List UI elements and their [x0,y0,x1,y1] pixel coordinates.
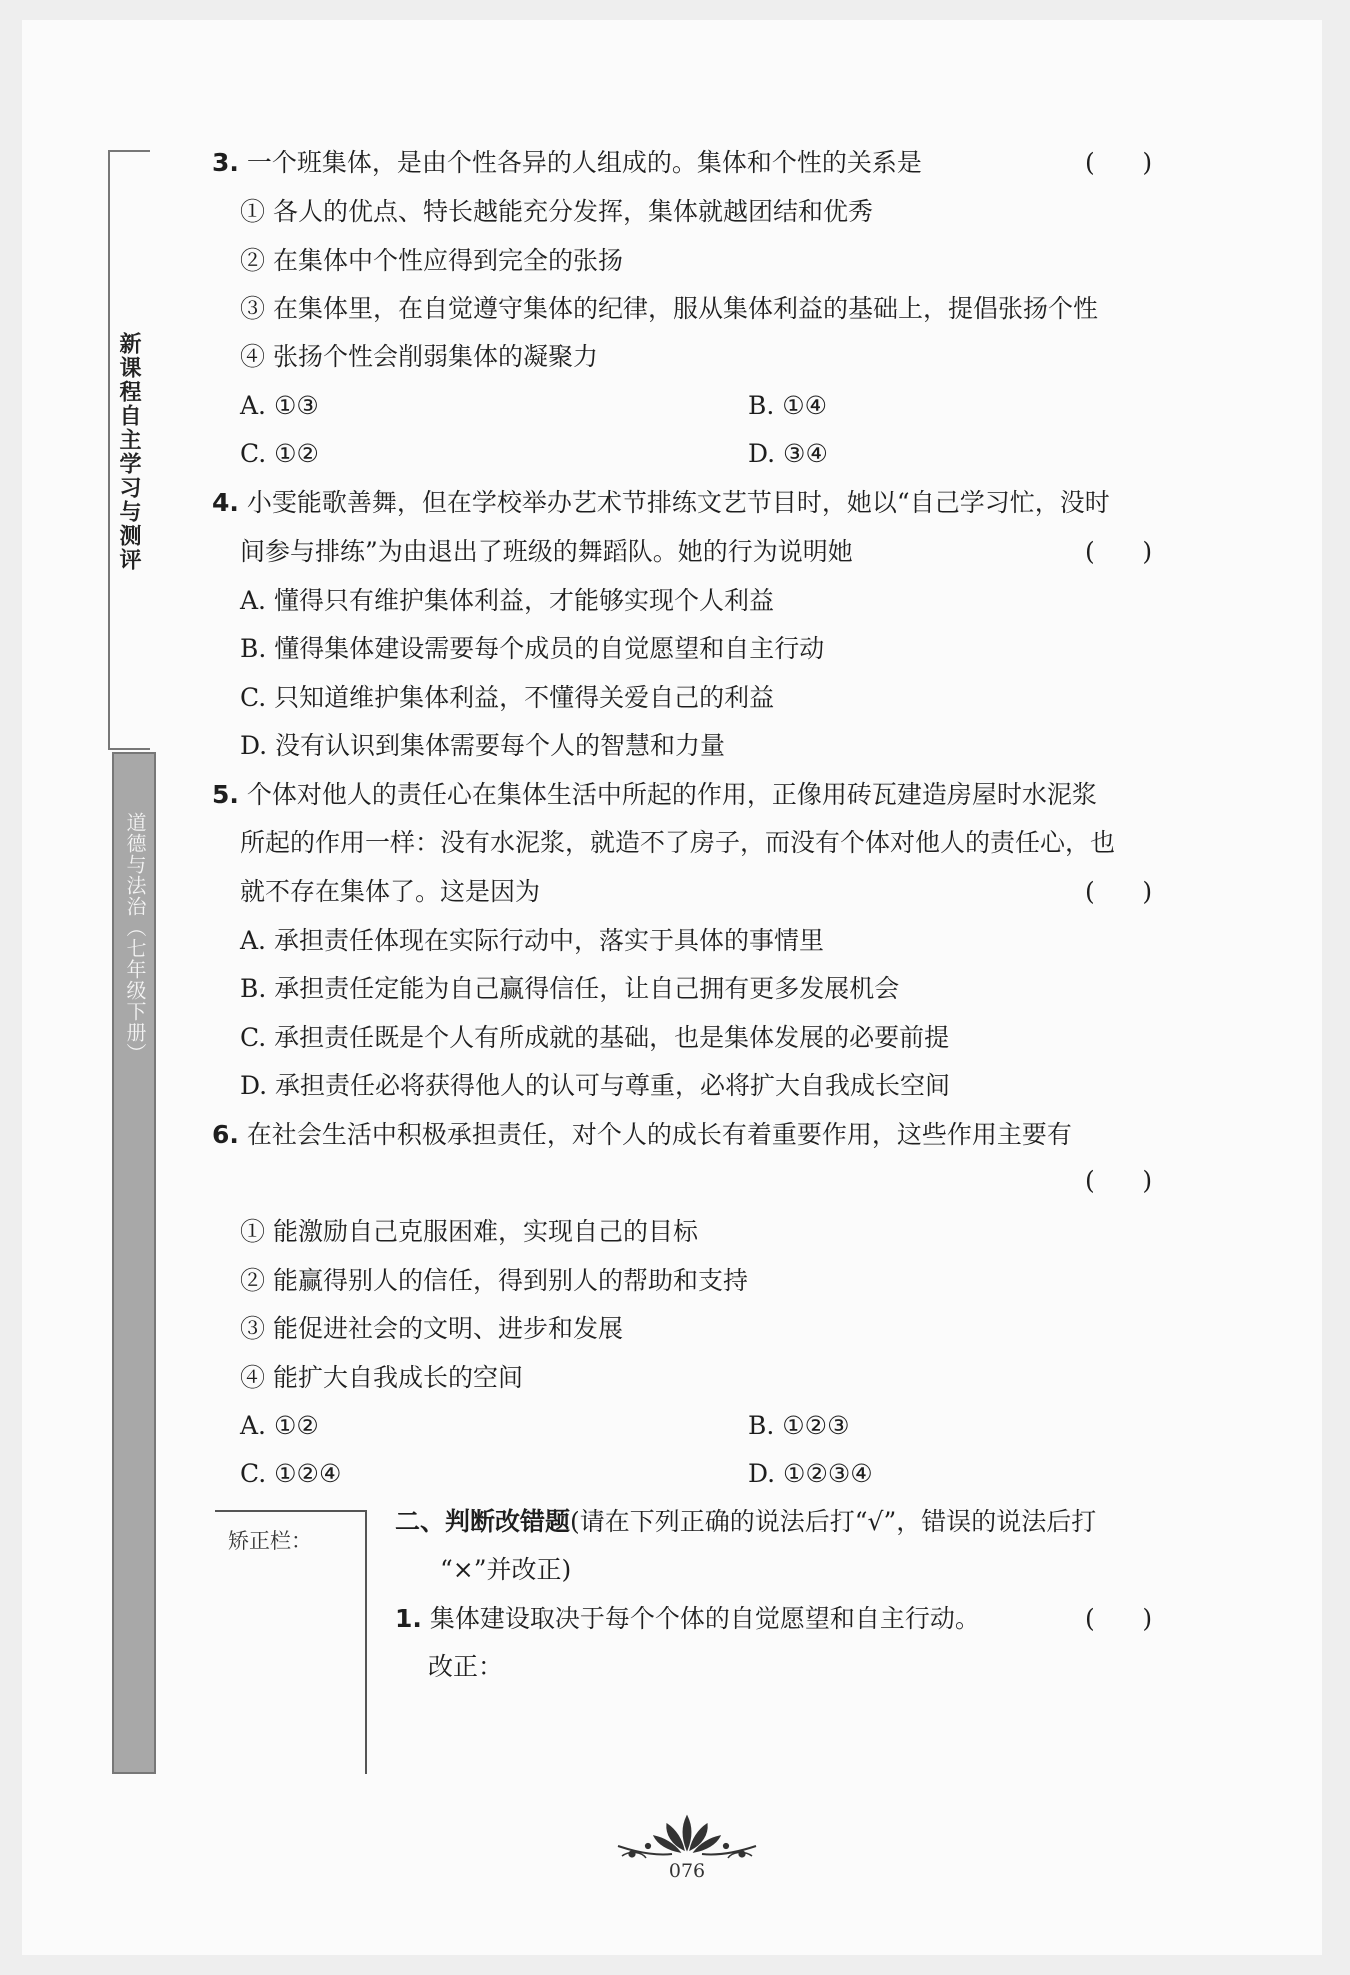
question-4-stem-cont: 间参与排练”为由退出了班级的舞蹈队。她的行为说明她 [240,537,853,566]
q6-item: ④ 能扩大自我成长的空间 [240,1363,523,1392]
q6-option-b[interactable]: B. ①②③ [748,1411,850,1440]
q3-option-c[interactable]: C. ①② [240,439,319,468]
correction-label: 矫正栏： [228,1529,312,1553]
q6-option-a[interactable]: A. ①② [240,1411,319,1440]
q5-option-d[interactable]: D. 承担责任必将获得他人的认可与尊重，必将扩大自我成长空间 [240,1071,951,1100]
question-5-stem-cont: 就不存在集体了。这是因为 [240,877,541,906]
side-tab-subject [112,752,156,1774]
question-3-number: 3. [212,148,239,177]
answer-blank-q4[interactable]: ( ) [1085,537,1153,566]
q4-option-d[interactable]: D. 没有认识到集体需要每个人的智慧和力量 [240,731,726,760]
leaf-ornament-icon [612,1810,762,1862]
q6-option-c[interactable]: C. ①②④ [240,1459,342,1488]
q3-option-a[interactable]: A. ①③ [240,391,319,420]
question-6-stem: 6. 在社会生活中积极承担责任，对个人的成长有着重要作用，这些作用主要有 [212,1120,1072,1149]
question-5-number: 5. [212,780,239,809]
q4-option-a[interactable]: A. 懂得只有维护集体利益，才能够实现个人利益 [240,586,774,615]
judge-question-1-number: 1. [395,1604,422,1633]
section-2-title: 二、判断改错题 [395,1507,571,1536]
series-title: 新课程自主学习与测评 [116,332,141,572]
q6-option-d[interactable]: D. ①②③④ [748,1459,873,1488]
q6-item: ③ 能促进社会的文明、进步和发展 [240,1314,623,1343]
question-3-stem: 3. 一个班集体，是由个性各异的人组成的。集体和个性的关系是 [212,148,922,177]
question-4-stem: 4. 小雯能歌善舞，但在学校举办艺术节排练文艺节目时，她以“自己学习忙，没时 [212,488,1110,517]
page-number: 076 [668,1860,706,1882]
q6-item: ① 能激励自己克服困难，实现自己的目标 [240,1217,698,1246]
judge-question-1: 1. 集体建设取决于每个个体的自觉愿望和自主行动。 [395,1604,980,1633]
q3-option-b[interactable]: B. ①④ [748,391,828,420]
q4-option-c[interactable]: C. 只知道维护集体利益，不懂得关爱自己的利益 [240,683,775,712]
correction-box-top-rule [215,1510,365,1512]
section-2-heading [395,1505,1096,1539]
question-4-number: 4. [212,488,239,517]
q5-option-c[interactable]: C. 承担责任既是个人有所成就的基础，也是集体发展的必要前提 [240,1023,950,1052]
q3-item: ② 在集体中个性应得到完全的张扬 [240,246,623,275]
answer-blank-q6[interactable]: ( ) [1085,1166,1153,1195]
side-tab-series [108,150,150,750]
subject-title: 道德与法治（七年级下册） [123,812,147,1064]
q6-item: ② 能赢得别人的信任，得到别人的帮助和支持 [240,1266,748,1295]
question-5-stem-cont: 所起的作用一样：没有水泥浆，就造不了房子，而没有个体对他人的责任心，也 [240,828,1116,857]
section-2-instructions: (请在下列正确的说法后打“√”，错误的说法后打 [570,1507,1097,1536]
answer-blank-judge-1[interactable]: ( ) [1085,1604,1153,1633]
answer-blank-q3[interactable]: ( ) [1085,148,1153,177]
q3-item: ① 各人的优点、特长越能充分发挥，集体就越团结和优秀 [240,197,873,226]
q5-option-a[interactable]: A. 承担责任体现在实际行动中，落实于具体的事情里 [240,926,824,955]
q5-option-b[interactable]: B. 承担责任定能为自己赢得信任，让自己拥有更多发展机会 [240,974,900,1003]
answer-blank-q5[interactable]: ( ) [1085,877,1153,906]
question-6-number: 6. [212,1120,239,1149]
q3-option-d[interactable]: D. ③④ [748,439,828,468]
q3-item: ④ 张扬个性会削弱集体的凝聚力 [240,342,598,371]
fix-label: 改正： [428,1652,504,1681]
fix-answer-area[interactable] [510,1650,1150,1760]
section-2-instructions-cont: “×”并改正) [440,1555,572,1584]
correction-box-divider [365,1510,367,1774]
q4-option-b[interactable]: B. 懂得集体建设需要每个成员的自觉愿望和自主行动 [240,634,825,663]
q3-item: ③ 在集体里，在自觉遵守集体的纪律，服从集体利益的基础上，提倡张扬个性 [240,294,1098,323]
question-5-stem: 5. 个体对他人的责任心在集体生活中所起的作用，正像用砖瓦建造房屋时水泥浆 [212,780,1097,809]
